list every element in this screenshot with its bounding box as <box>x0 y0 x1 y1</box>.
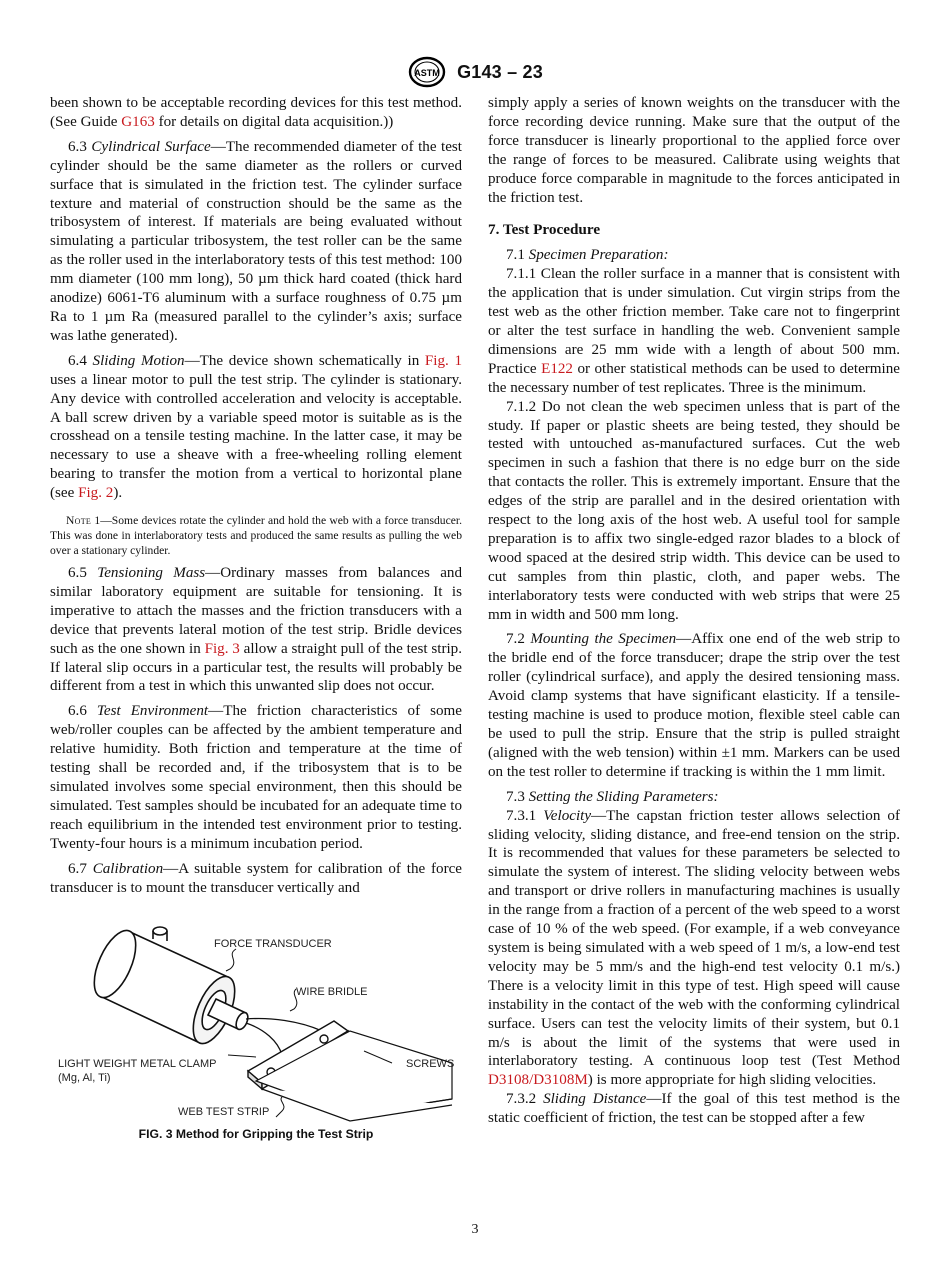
section-6-5-title: Tensioning Mass <box>97 565 206 582</box>
section-6-4-title: Sliding Motion <box>92 352 185 369</box>
section-7-1-2: 7.1.2 Do not clean the web specimen unless that is part of the study. If paper or plastic sheets are being tested, they should be tested with untouched as-manufactured surfaces. Cut the web specimen in such a fashion that there is no edge burr on the side that contacts the roller. This is extremely important. Ensure that the edges of the strip are parallel and in the desired orientation with respect to the long axis of the host web. A useful tool for sample preparation is to affix two single-edged razor blades to a block of wood spaced at the desired strip width. This device can be used to cut samples from thin plastic, cloth, and paper webs. The interlaboratory tests were conducted with web strips that were 25 mm in width and 500 mm long. <box>488 398 900 623</box>
section-7-3: 7.3 Setting the Sliding Parameters: <box>506 788 719 805</box>
paragraph-continued: been shown to be acceptable recording devices for this test method. (See Guide G163 for details on digital data acquisition.)) <box>50 95 462 130</box>
section-6-4: 6.4 Sliding Motion—The device shown schematically in Fig. 1 uses a linear motor to pull the test strip. The cylinder is stationary. Any device with controlled acceleration and velocity is acceptable. A ball screw driven by a variable speed motor is suitable as is the crosshead on a tensile testing machine. In the latter case, it may be necessary to use a sheave with a free-wheeling rolling element bearing to transfer the motion from a vertical to horizontal plane (see Fig. 2). <box>50 352 463 502</box>
label-clamp: LIGHT WEIGHT METAL CLAMP <box>58 1058 217 1071</box>
section-6-7: 6.7 Calibration—A suitable system for calibration of the force transducer is to mount the transducer vertically and <box>50 860 462 896</box>
section-6-6: 6.6 Test Environment—The friction characteristics of some web/roller couples can be affected by the ambient temperature and relative humidity. Both friction and temperature at the time of testing shall be recorded and, if the tribosystem that is to be simulated involves some special environment, then this should be simulated. Test samples should be incubated for an adequate time to reach equilibrium in the intended test environment prior to testing. Twenty-four hours is a minimum incubation period. <box>50 703 462 852</box>
logo-text: ASTM <box>414 68 440 78</box>
astm-logo-icon <box>407 56 447 88</box>
document-id: G143 – 23 <box>457 61 543 82</box>
link-fig-2[interactable]: Fig. 2 <box>78 485 114 502</box>
section-6-6-title: Test Environment <box>96 703 209 720</box>
section-7-1-title: Specimen Preparation: <box>528 247 669 264</box>
figure-3-caption: FIG. 3 Method for Gripping the Test Strip <box>138 1127 374 1142</box>
link-fig-3[interactable]: Fig. 3 <box>204 640 240 657</box>
section-6-3-title: Cylindrical Surface <box>91 138 211 155</box>
note-label: Note <box>66 514 92 528</box>
link-g163[interactable]: G163 <box>121 113 155 130</box>
note-1: Note 1—Some devices rotate the cylinder and hold the web with a force transducer. This was done in interlaboratory tests and produced the same results as pulling the web over a stationary cylinder. <box>50 514 462 558</box>
section-6-7-title: Calibration <box>92 860 164 877</box>
section-7-1: 7.1 Specimen Preparation: <box>506 247 669 264</box>
label-web-test-strip: WEB TEST STRIP <box>178 1106 270 1119</box>
section-7-3-1: 7.3.1 Velocity—The capstan friction tester allows selection of sliding velocity, sliding distance, and free-end tension on the strip. It is recommended that values for these parameters be selected to simulate the system of interest. The sliding velocity between webs and transport or drive rollers in manufacturing machines is usually in the range from a fraction of a percent of the web speed to a worst case of 10 % of the web speed. (For example, if a web conveyance system is being simulated with a web speed of 1 m/s, a low-end test velocity may be 5 mm/s and the high-end test velocity 0.1 m/s.) There is a velocity limit in this type of test. High speed will cause instability in the contact of the web with the conforming cylindrical surface. Users can test the velocity limits of their system, but 0.1 m/s is about the limit of the systems that were used in interlaboratory testing. A continuous loop test (Test Method D3108/D3108M) is more appropriate for high sliding velocities. <box>488 807 900 1089</box>
section-7-2-title: Mounting the Specimen <box>530 631 677 648</box>
section-6-5: 6.5 Tensioning Mass—Ordinary masses from balances and similar laboratory equipment are suitable for tensioning. It is imperative to attach the masses and the friction transducers with a device that prevents lateral motion of the test strip. Bridle devices such as the one shown in Fig. 3 allow a straight pull of the test strip. If lateral slip occurs in a particular test, the results will probably be different from a test in which this unwanted slip does not occur. <box>50 565 462 695</box>
page-header <box>0 55 950 89</box>
section-7-title: 7. Test Procedure <box>488 221 601 239</box>
label-wire-bridle: WIRE BRIDLE <box>296 986 368 999</box>
link-d3108[interactable]: D3108/D3108M <box>488 1072 588 1089</box>
link-e122[interactable]: E122 <box>541 360 573 377</box>
section-7-2: 7.2 Mounting the Specimen—Affix one end of the web strip to the bridle end of the force transducer; drape the strip over the test roller (cylindrical surface), and apply the desired tensioning mass. Avoid clamp systems that have significant elasticity. If a tensile-testing machine is used to produce motion, flexible steel cable can be used to pull the strip. Ensure that the strip is pulled straight (aligned with the web tension) within ±1 mm. Markers can be used on the test roller to determine if tracking is within the 1 mm limit. <box>488 631 901 780</box>
paragraph-continued-right: simply apply a series of known weights on the transducer with the force recording device running. Make sure that the output of the force transducer is linearly proportional to the applied force over the range of forces to be measured. Calibrate using weights that produce force comparable in magnitude to the forces anticipated in the friction test. <box>488 95 900 206</box>
link-fig-1[interactable]: Fig. 1 <box>424 352 463 369</box>
section-7-1-1: 7.1.1 Clean the roller surface in a manner that is consistent with the application that is under simulation. Cut virgin strips from the test web as the other friction member. Take care not to fingerprint or alter the test surface in handling the web. Convenient sample dimensions are 25 mm wide with a length of about 500 mm. Practice E122 or other statistical methods can be used to determine the necessary number of test replicates. Three is the minimum. <box>488 266 900 396</box>
section-6-3: 6.3 Cylindrical Surface—The recommended diameter of the test cylinder should be the same diameter as the rollers or curved surface that is simulated in the friction test. The cylinder surface texture and material of construction should be the same as the tribosystem of interest. If materials are being evaluated without simulating a particular tribosystem, the test roller can be the same as the roller used in the interlaboratory tests of this test method: 100 mm diameter (100 mm long), 50 µm thick hard coated (thick hard anodize) 6061-T6 aluminum with a surface roughness of 0.75 µm Ra to 1 µm Ra (measured parallel to the cylinder’s axis; surface was lathe generated). <box>50 138 462 344</box>
label-screws: SCREWS <box>406 1058 455 1071</box>
left-column <box>50 94 462 1141</box>
page-number: 3 <box>471 1222 479 1237</box>
section-7-3-2: 7.3.2 Sliding Distance—If the goal of this test method is the static coefficient of friction, the test can be stopped after a few <box>488 1091 900 1127</box>
section-7-3-1-title: Velocity <box>543 807 592 824</box>
section-7-3-2-title: Sliding Distance <box>543 1091 647 1108</box>
right-column <box>488 94 900 1128</box>
figure-3 <box>50 913 462 1141</box>
section-7-3-title: Setting the Sliding Parameters: <box>528 788 719 805</box>
label-force-transducer: FORCE TRANSDUCER <box>214 938 332 951</box>
label-clamp-materials: (Mg, Al, Ti) <box>58 1072 111 1085</box>
